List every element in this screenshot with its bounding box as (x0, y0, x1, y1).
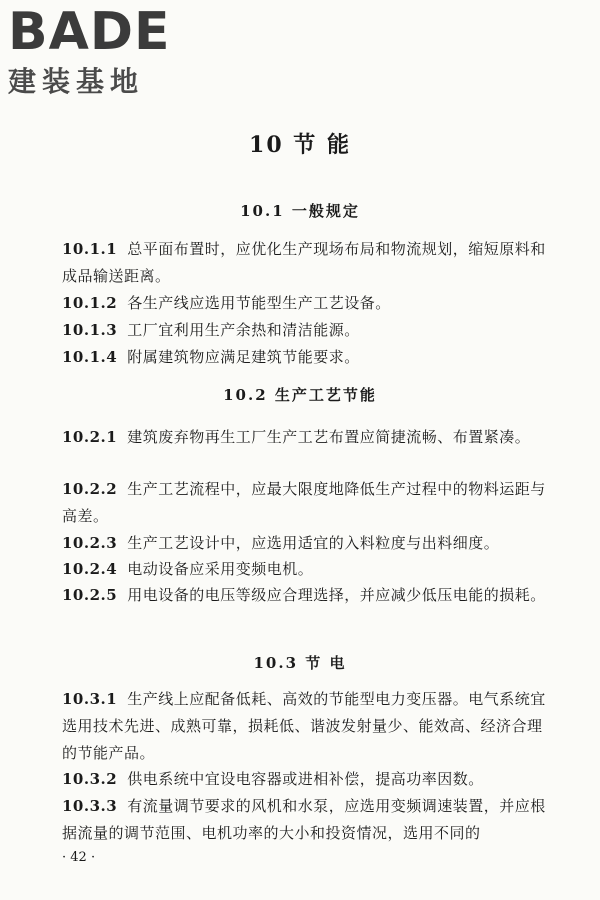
clause-10-1-2 (62, 290, 552, 317)
clause-text: 总平面布置时，应优化生产现场布局和物流规划，缩短原料和成品输送距离。 (62, 240, 546, 285)
clause-number: 10.1.2 (62, 294, 118, 312)
clause-text: 附属建筑物应满足建筑节能要求。 (127, 348, 360, 366)
logo (8, 2, 178, 100)
clause-text: 建筑废弃物再生工厂生产工艺布置应简捷流畅、布置紧凑。 (127, 428, 531, 446)
clause-number: 10.1.4 (62, 348, 118, 366)
clause-text: 生产工艺流程中，应最大限度地降低生产过程中的物料运距与高差。 (62, 480, 546, 525)
clause-text: 各生产线应选用节能型生产工艺设备。 (127, 294, 391, 312)
clause-10-1-4 (62, 344, 552, 371)
clause-text: 生产工艺设计中，应选用适宜的入料粒度与出料细度。 (127, 534, 500, 552)
clause-number: 10.2.4 (62, 560, 118, 578)
clause-text: 用电设备的电压等级应合理选择，并应减少低压电能的损耗。 (127, 586, 546, 604)
clause-number: 10.1.1 (62, 240, 118, 258)
clause-text: 工厂宜利用生产余热和清洁能源。 (127, 321, 360, 339)
clause-number: 10.3.2 (62, 770, 118, 788)
clause-text: 供电系统中宜设电容器或进相补偿，提高功率因数。 (127, 770, 484, 788)
clause-number: 10.3.1 (62, 690, 118, 708)
clause-10-2-1 (62, 424, 552, 451)
section-title-10-2: 10.2 生产工艺节能 (223, 386, 377, 404)
clause-10-3-3 (62, 793, 552, 847)
clause-10-2-3 (62, 530, 552, 557)
clause-10-3-1 (62, 686, 552, 767)
section-title-10-1: 10.1 一般规定 (240, 202, 360, 220)
clause-number: 10.2.3 (62, 534, 118, 552)
clause-10-2-2 (62, 476, 552, 530)
clause-number: 10.1.3 (62, 321, 118, 339)
clause-text: 电动设备应采用变频电机。 (127, 560, 314, 578)
section-title-10-3: 10.3 节 电 (253, 654, 347, 672)
clause-10-2-5 (62, 582, 552, 609)
clause-10-1-1 (62, 236, 552, 290)
page-number: · 42 · (62, 850, 96, 865)
chapter-title: 10 节 能 (249, 132, 351, 158)
logo-subtitle: 建装基地 (8, 65, 145, 98)
clause-10-2-4 (62, 556, 552, 583)
clause-number: 10.3.3 (62, 797, 118, 815)
clause-10-3-2 (62, 766, 552, 793)
clause-text: 生产线上应配备低耗、高效的节能型电力变压器。电气系统宜选用技术先进、成熟可靠，损耗低、谐波发射量少、能效高、经济合理的节能产品。 (62, 690, 546, 762)
clause-10-1-3 (62, 317, 552, 344)
clause-number: 10.2.2 (62, 480, 118, 498)
clause-number: 10.2.1 (62, 428, 118, 446)
clause-text: 有流量调节要求的风机和水泵，应选用变频调速装置，并应根据流量的调节范围、电机功率的大小和投资情况，选用不同的 (62, 797, 546, 842)
logo-brand: BADE (8, 2, 171, 62)
clause-number: 10.2.5 (62, 586, 118, 604)
